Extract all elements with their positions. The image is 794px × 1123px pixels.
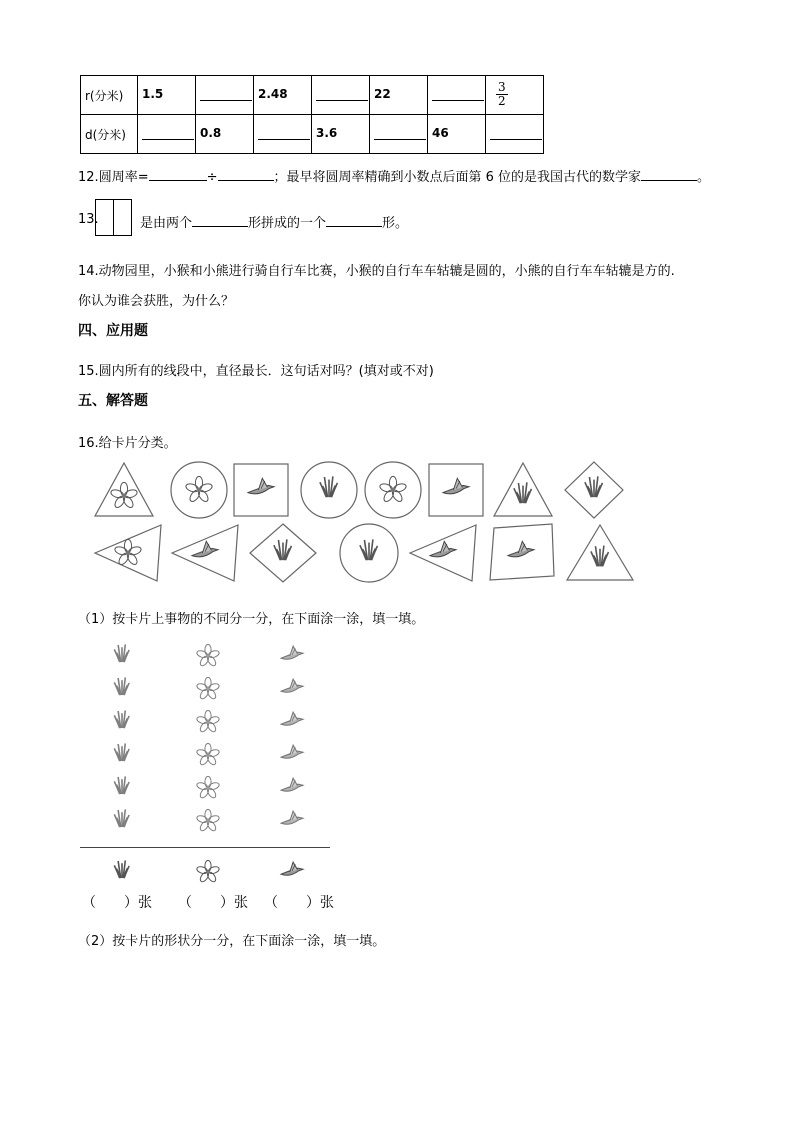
fraction-cell [486,76,544,115]
card-diamond-grass [563,460,625,520]
table-cell: 1.5 [138,76,196,115]
card-circle-grass [298,460,360,520]
pictograph-cell-grass[interactable] [104,805,140,835]
pictograph-cell-bird[interactable] [274,739,310,769]
table-row-r [81,76,544,115]
blank-cell[interactable] [486,115,544,154]
card-circle-flower [168,460,230,520]
section-heading-5: 五、解答题 [78,393,148,409]
card-triangle-grass [565,522,635,584]
pictograph-cell-flower[interactable] [190,640,226,670]
table-cell: 2.48 [254,76,312,115]
table-row-d [81,115,544,154]
count-label-bird[interactable]: （ ）张 [264,895,334,911]
count-label-grass[interactable]: （ ）张 [82,895,152,911]
pictograph-cell-grass[interactable] [104,772,140,802]
subquestion-1: （1）按卡片上事物的不同分一分，在下面涂一涂，填一填。 [78,612,425,627]
pictograph-cell-bird[interactable] [274,805,310,835]
pictograph-cell-bird[interactable] [274,706,310,736]
category-grass-icon [104,856,140,886]
card-circle-grass [334,522,404,584]
table-cell: 22 [370,76,428,115]
question-16: 16.给卡片分类。 [78,436,177,451]
question-13-text: 是由两个 形拼成的一个 形。 [140,212,408,231]
card-triangle-left-bird [170,522,240,584]
pictograph-cell-flower[interactable] [190,739,226,769]
pictograph-cell-bird[interactable] [274,772,310,802]
card-triangle-flower [93,460,155,520]
pictograph-cell-flower[interactable] [190,706,226,736]
card-square-tilt-bird [486,522,556,584]
blank-cell[interactable] [138,115,196,154]
subquestion-2: （2）按卡片的形状分一分，在下面涂一涂，填一填。 [78,934,386,949]
answer-blank[interactable] [149,167,207,181]
section-heading-4: 四、应用题 [78,323,148,339]
table-cell: 0.8 [196,115,254,154]
category-flower-icon [190,856,226,886]
pictograph-cell-bird[interactable] [274,640,310,670]
card-circle-flower [362,460,424,520]
blank-cell[interactable] [312,76,370,115]
question-14-line2: 你认为谁会获胜，为什么？ [78,294,235,309]
card-square-bird [425,460,487,520]
pictograph-cell-grass[interactable] [104,673,140,703]
table-cell: 3.6 [312,115,370,154]
card-diamond-grass [248,522,318,584]
category-bird-icon [274,856,310,886]
blank-cell[interactable] [254,115,312,154]
question-13: 13. [78,212,99,227]
card-square-bird [230,460,292,520]
pictograph-cell-flower[interactable] [190,673,226,703]
question-12: 12.圆周率= ÷ ；最早将圆周率精确到小数点后面第 6 位的是我国古代的数学家 。 [78,166,710,185]
row-label-d: d(分米) [81,115,138,154]
pictograph-cell-bird[interactable] [274,673,310,703]
radius-diameter-table [80,75,544,154]
card-triangle-left-bird [408,522,478,584]
blank-cell[interactable] [428,76,486,115]
question-15: 15.圆内所有的线段中，直径最长．这句话对吗？(填对或不对) [78,364,434,379]
split-rectangle-figure [95,199,133,237]
table-cell: 46 [428,115,486,154]
blank-cell[interactable] [370,115,428,154]
card-triangle-grass [492,460,554,520]
blank-cell[interactable] [196,76,254,115]
answer-blank[interactable] [326,213,382,227]
row-label-r: r(分米) [81,76,138,115]
answer-blank[interactable] [641,167,697,181]
pictograph-cell-grass[interactable] [104,640,140,670]
answer-blank[interactable] [192,213,248,227]
fraction: $\frac{3}{2}$ [498,80,506,108]
pictograph-cell-flower[interactable] [190,805,226,835]
pictograph-cell-grass[interactable] [104,706,140,736]
pictograph-cell-grass[interactable] [104,739,140,769]
question-14-line1: 14.动物园里，小猴和小熊进行骑自行车比赛，小猴的自行车车轱辘是圆的，小熊的自行车车轱辘是方的. [78,264,675,279]
answer-blank[interactable] [218,167,274,181]
pictograph-cell-flower[interactable] [190,772,226,802]
pictograph-baseline [80,846,332,849]
card-triangle-left-flower [93,522,163,584]
count-label-flower[interactable]: （ ）张 [178,895,248,911]
